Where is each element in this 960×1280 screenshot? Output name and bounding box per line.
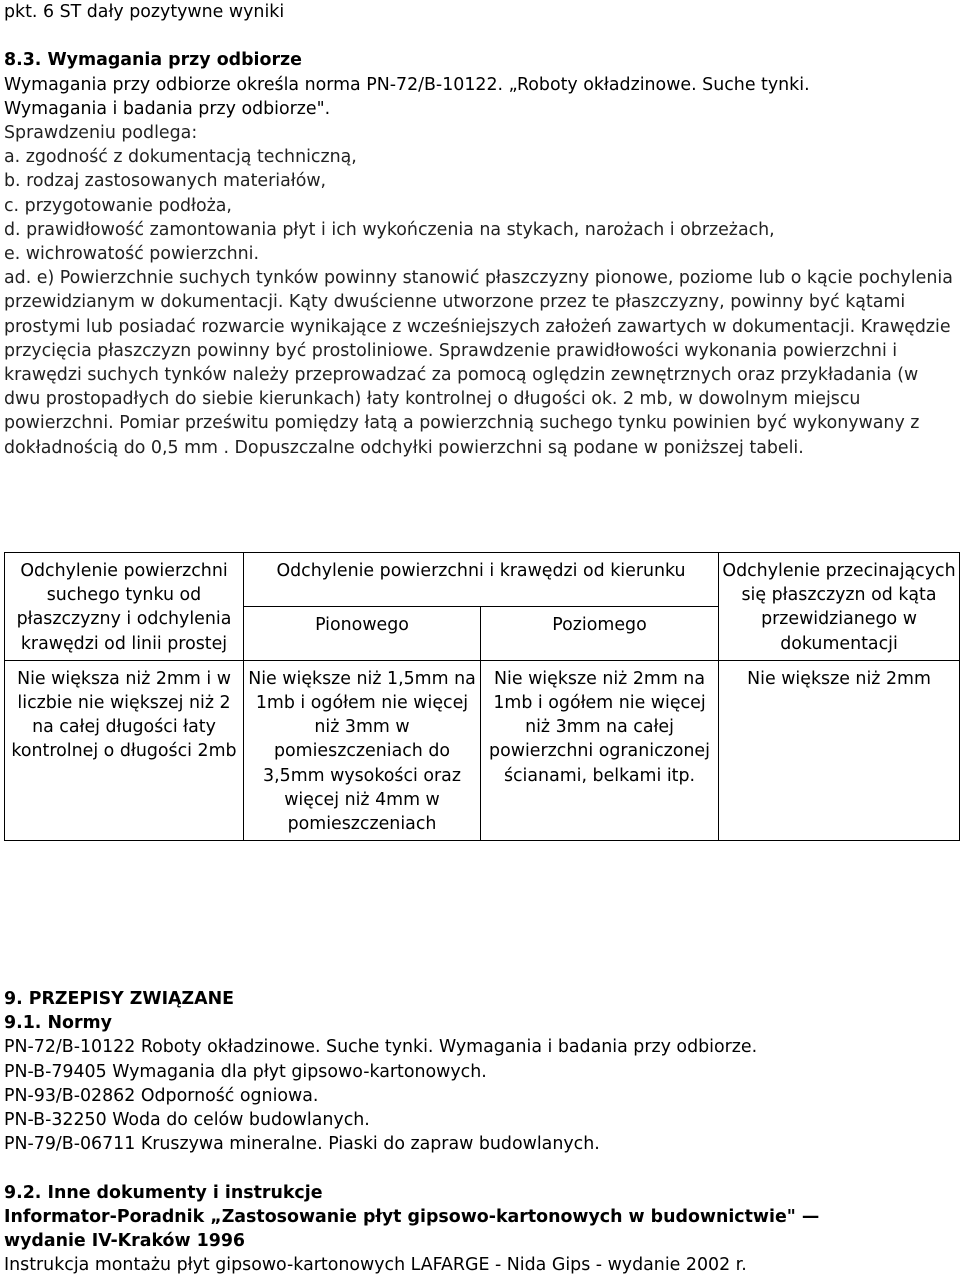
table-header-direction: Odchylenie powierzchni i krawędzi od kierunku <box>244 553 719 607</box>
section-8-3-paragraph: ad. e) Powierzchnie suchych tynków powinny stanowić płaszczyzny pionowe, poziome lub o kącie pochylenia przewidzianym w dokumentacji. Kąty dwuścienne utworzone przez te płaszczyzny, powinny być kątami prostymi lub posiadać rozwarcie wynikające z wcześniejszych założeń zawartych w dokumentacji. Krawędzie przycięcia płaszczyzn powinny być prostoliniowe. Sprawdzenie prawidłowości wykonania powierzchni i krawędzi suchych tynków należy przeprowadzać za pomocą oględzin zewnętrznych oraz przykładania (w dwu prostopadłych do siebie kierunkach) łaty kontrolnej o długości ok. 2 mb, w dowolnym miejscu powierzchni. Pomiar prześwitu pomiędzy łatą a powierzchnią suchego tynku powinien być wykonywany z dokładnością do 0,5 mm . Dopuszczalne odchyłki powierzchni są podane w poniższej tabeli. <box>4 268 953 458</box>
norm-item: PN-79/B-06711 Kruszywa mineralne. Piaski do zapraw budowlanych. <box>4 1134 600 1155</box>
section-9-2-heading: 9.2. Inne dokumenty i instrukcje <box>4 1182 323 1203</box>
requirement-line: Wymagania przy odbiorze określa norma PN-72/B-10122. „Roboty okładzinowe. Suche tynki. <box>4 74 810 95</box>
table-header-angle: Odchylenie przecinających się płaszczyzn od kąta przewidzianego w dokumentacji <box>719 553 960 661</box>
requirement-line: Wymagania i badania przy odbiorze". <box>4 98 331 119</box>
list-item-e: e. wichrowatość powierzchni. <box>4 244 259 265</box>
list-item-b: b. rodzaj zastosowanych materiałów, <box>4 171 327 192</box>
norm-item: PN-93/B-02862 Odporność ogniowa. <box>4 1085 319 1106</box>
tolerance-table <box>4 552 960 841</box>
norm-item: PN-B-79405 Wymagania dla płyt gipsowo-kartonowych. <box>4 1061 487 1082</box>
table-row <box>5 660 960 840</box>
norm-item: PN-72/B-10122 Roboty okładzinowe. Suche tynki. Wymagania i badania przy odbiorze. <box>4 1037 758 1058</box>
table-cell: Nie większe niż 2mm na 1mb i ogółem nie więcej niż 3mm na całej powierzchni ograniczonej ścianami, belkami itp. <box>481 660 719 840</box>
requirement-line: Sprawdzeniu podlega: <box>4 123 198 143</box>
section-8-3-heading: 8.3. Wymagania przy odbiorze <box>4 50 302 71</box>
section-9-1-heading: 9.1. Normy <box>4 1013 113 1034</box>
table-subheader-vertical: Pionowego <box>244 606 481 660</box>
list-item-d: d. prawidłowość zamontowania płyt i ich wykończenia na stykach, narożach i obrzeżach, <box>4 219 775 240</box>
table-header-row <box>5 553 960 607</box>
table-cell: Nie większe niż 1,5mm na 1mb i ogółem nie więcej niż 3mm w pomieszczeniach do 3,5mm wysokości oraz więcej niż 4mm w pomieszczeniach <box>244 660 481 840</box>
norm-item: PN-B-32250 Woda do celów budowlanych. <box>4 1110 370 1131</box>
document-page <box>4 0 956 460</box>
tolerance-table-wrapper <box>4 552 959 841</box>
table-cell: Nie większe niż 2mm <box>719 660 960 840</box>
document-instruction-line: Instrukcja montażu płyt gipsowo-kartonowych LAFARGE - Nida Gips - wydanie 2002 r. <box>4 1255 747 1276</box>
list-item-a: a. zgodność z dokumentacją techniczną, <box>4 147 357 168</box>
section-9-heading: 9. PRZEPISY ZWIĄZANE <box>4 989 235 1009</box>
document-title-line: Informator-Poradnik „Zastosowanie płyt gipsowo-kartonowych w budownictwie" — <box>4 1206 820 1227</box>
intro-line: pkt. 6 ST dały pozytywne wyniki <box>4 2 285 22</box>
table-header-surface: Odchylenie powierzchni suchego tynku od płaszczyzny i odchylenia krawędzi od linii prostej <box>5 553 244 661</box>
table-subheader-horizontal: Poziomego <box>481 606 719 660</box>
document-edition-line: wydanie IV-Kraków 1996 <box>4 1231 246 1252</box>
section-9 <box>4 987 956 1277</box>
table-cell: Nie większa niż 2mm i w liczbie nie większej niż 2 na całej długości łaty kontrolnej o długości 2mb <box>5 660 244 840</box>
list-item-c: c. przygotowanie podłoża, <box>4 195 232 216</box>
